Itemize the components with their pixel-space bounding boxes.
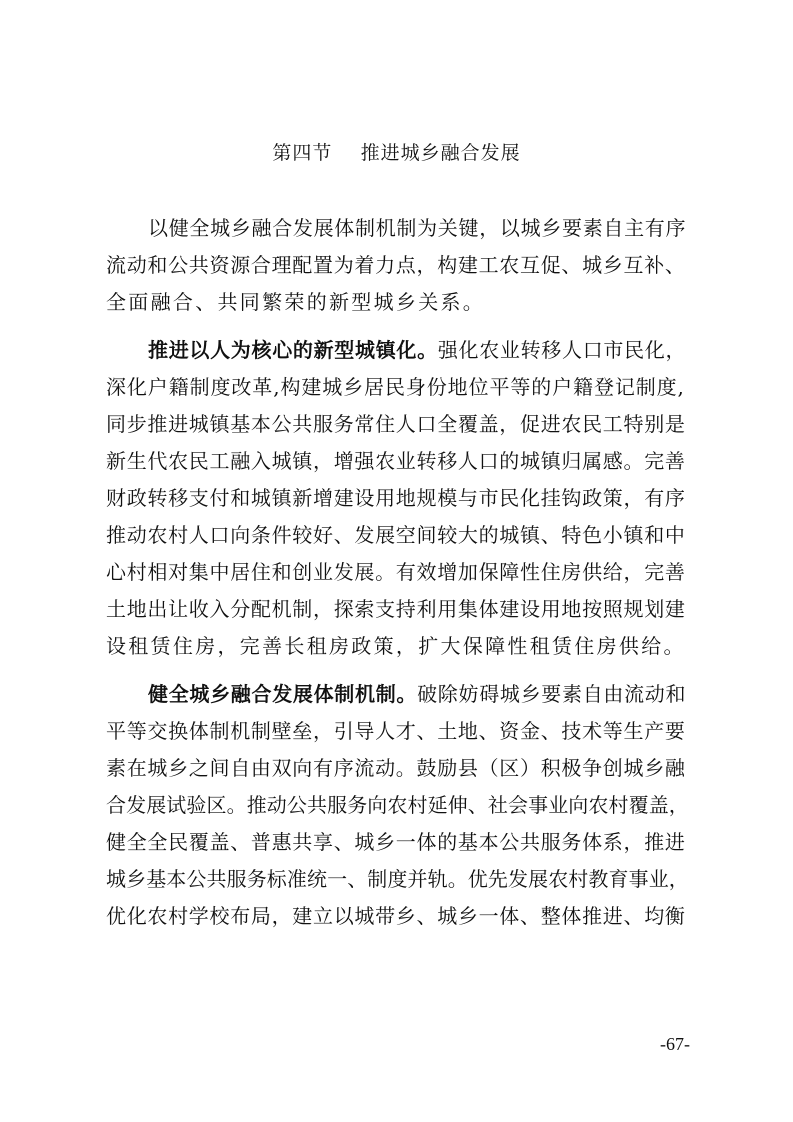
paragraph-3-line-1 — [106, 676, 690, 713]
page-number: -67- — [660, 1034, 690, 1054]
paragraph-2-line-7: 心村相对集中居住和创业发展。有效增加保障性住房供给，完善 — [106, 560, 686, 584]
section-title: 第四节 推进城乡融合发展 — [272, 142, 521, 164]
paragraph-2-lead: 推进以人为核心的新型城镇化。 — [148, 338, 438, 362]
paragraph-3-lead: 健全城乡融合发展体制机制。 — [148, 682, 418, 706]
body-text — [106, 210, 690, 935]
paragraph-3-line-5: 健全全民覆盖、普惠共享、城乡一体的基本公共服务体系，推进 — [106, 830, 686, 854]
paragraph-2-line-8: 土地出让收入分配机制，探索支持利用集体建设用地按照规划建 — [106, 597, 686, 621]
paragraph-3-line-6: 城乡基本公共服务标准统一、制度并轨。优先发展农村教育事业， — [106, 867, 689, 891]
paragraph-2-line-1 — [106, 332, 690, 369]
paragraph-1-line-3: 全面融合、共同繁荣的新型城乡关系。 — [106, 290, 486, 314]
paragraph-2-line-2: 深化户籍制度改革,构建城乡居民身份地位平等的户籍登记制度, — [106, 375, 685, 399]
paragraph-3-line-7: 优化农村学校布局，建立以城带乡、城乡一体、整体推进、均衡 — [106, 904, 686, 928]
paragraph-2-line-4: 新生代农民工融入城镇，增强农业转移人口的城镇归属感。完善 — [106, 449, 686, 473]
paragraph-3-line-3: 素在城乡之间自由双向有序流动。鼓励县（区）积极争创城乡融 — [106, 756, 686, 780]
paragraph-2-line-9: 设租赁住房，完善长租房政策，扩大保障性租赁住房供给。 — [106, 634, 686, 658]
paragraph-2-line-5: 财政转移支付和城镇新增建设用地规模与市民化挂钩政策，有序 — [106, 486, 686, 510]
paragraph-1-line-2: 流动和公共资源合理配置为着力点，构建工农互促、城乡互补、 — [106, 253, 686, 277]
paragraph-3-line-4: 合发展试验区。推动公共服务向农村延伸、社会事业向农村覆盖， — [106, 793, 689, 817]
paragraph-2-line-6: 推动农村人口向条件较好、发展空间较大的城镇、特色小镇和中 — [106, 523, 686, 547]
paragraph-2-line-3: 同步推进城镇基本公共服务常住人口全覆盖，促进农民工特别是 — [106, 412, 686, 436]
paragraph-3-line-2: 平等交换体制机制壁垒，引导人才、土地、资金、技术等生产要 — [106, 719, 686, 743]
paragraph-1-line-1: 以健全城乡融合发展体制机制为关键，以城乡要素自主有序 — [148, 216, 687, 240]
paragraph-2-line-1-text: 强化农业转移人口市民化， — [437, 338, 687, 362]
paragraph-3-line-1-text: 破除妨碍城乡要素自由流动和 — [417, 682, 687, 706]
